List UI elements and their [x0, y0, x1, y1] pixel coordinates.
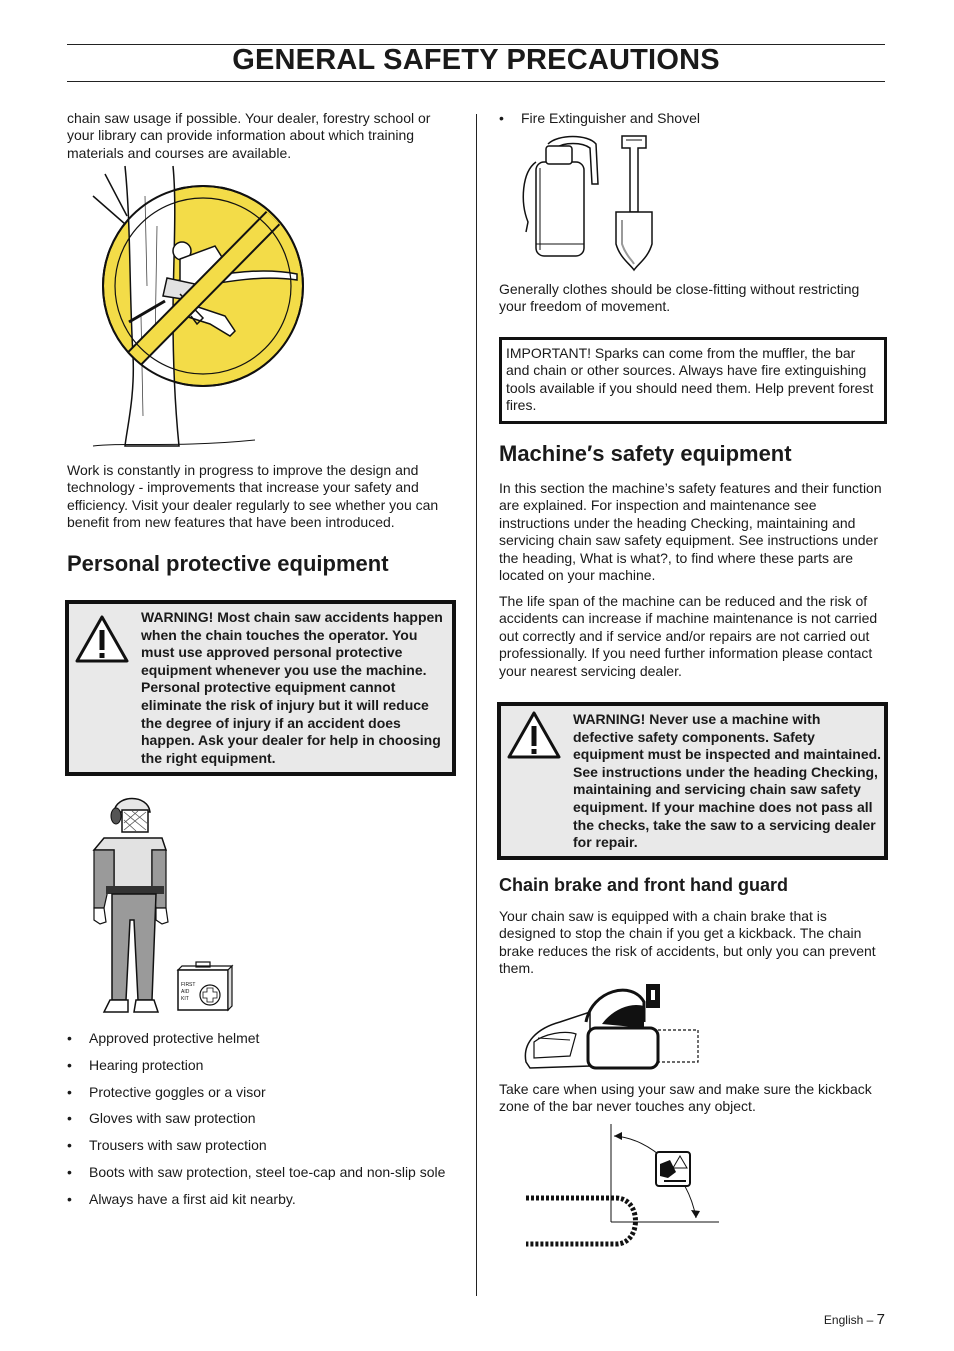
kickback-paragraph: Take care when using your saw and make sure the kickback zone of the bar never touches any object. — [499, 1081, 872, 1115]
ppe-heading: Personal protective equipment — [67, 551, 389, 576]
list-item: • Protective goggles or a visor — [67, 1084, 467, 1111]
list-item: • Boots with saw protection, steel toe-cap and non-slip sole — [67, 1164, 467, 1191]
list-item: • Gloves with saw protection — [67, 1110, 467, 1137]
column-divider — [476, 114, 477, 1296]
improvement-paragraph: Work is constantly in progress to improve the design and technology - improvements that increase your safety and efficiency. Visit your dealer regularly to see whether you can benefit from new features that have been introduced. — [67, 462, 439, 531]
list-item: • Trousers with saw protection — [67, 1137, 467, 1164]
page-number: 7 — [876, 1311, 885, 1328]
list-item: • Always have a first aid kit nearby. — [67, 1191, 467, 1218]
warning-triangle-icon — [506, 710, 562, 760]
fire-extinguisher-and-shovel-icon — [518, 132, 668, 272]
footer-language: English — [823, 1313, 864, 1327]
list-item: • Approved protective helmet — [67, 1030, 467, 1057]
important-note-box — [499, 337, 887, 424]
no-tree-climbing-illustration — [85, 166, 315, 456]
chain-brake-heading: Chain brake and front hand guard — [499, 875, 789, 895]
chain-brake-paragraph: Your chain saw is equipped with a chain brake that is designed to stop the chain if you get a kickback. The chain brake reduces the risk of accidents, but only you can prevent them. — [499, 908, 876, 977]
first-aid-label-1: FIRST — [181, 982, 196, 988]
chain-brake-illustration — [520, 982, 710, 1077]
machine-paragraph-2: The life span of the machine can be reduced and the risk of accidents can increase if machine maintenance is not carried out correctly and if service and/or repairs are not carried out professionally. If you need further information please contact your nearest servicing dealer. — [499, 593, 878, 679]
page-title: GENERAL SAFETY PRECAUTIONS — [232, 44, 720, 76]
warning-triangle-icon — [74, 614, 130, 664]
machine-warning-text: WARNING! Never use a machine with defective safety components. Safety equipment must be inspected and maintained. See instructions under the heading Checking, maintaining and servicing chain saw safety equipment. If your machine does not pass all the checks, take the saw to a servicing dealer for repair. — [573, 711, 882, 851]
page-footer — [824, 1311, 885, 1328]
ppe-list — [67, 1030, 467, 1218]
list-item: • Fire Extinguisher and Shovel — [499, 110, 879, 137]
kickback-zone-illustration — [520, 1122, 730, 1252]
intro-paragraph: chain saw usage if possible. Your dealer, forestry school or your library can provide information about which training materials and courses are available. — [67, 110, 431, 161]
first-aid-label-2: AID — [181, 989, 190, 995]
machine-paragraph-1: In this section the machine’s safety features and their function are explained. For inspection and maintenance see instructions under the heading Checking, maintaining and servicing chain saw safety equipment. See instructions under the heading, What is what?, to find where these parts are located on your machine. — [499, 480, 882, 584]
important-note-text: IMPORTANT! Sparks can come from the muffler, the bar and chain or other sources. Always have fire extinguishing tools available if you should need them. Help prevent forest fires. — [506, 345, 874, 414]
protective-equipment-illustration — [86, 790, 266, 1020]
clothes-paragraph: Generally clothes should be close-fitting without restricting your freedom of movement. — [499, 281, 860, 315]
footer-separator: – — [866, 1313, 874, 1327]
ppe-warning-box — [65, 600, 456, 776]
first-aid-label-3: KIT — [181, 996, 189, 1002]
title-underline — [67, 81, 885, 82]
list-item: • Hearing protection — [67, 1057, 467, 1084]
machine-warning-box — [497, 702, 888, 860]
machine-safety-heading: Machine′s safety equipment — [499, 441, 792, 466]
ppe-warning-text: WARNING! Most chain saw accidents happen when the chain touches the operator. You must use approved personal protective equipment whenever you use the machine. Personal protective equipment cannot eliminate the risk of injury but it will reduce the degree of injury if an accident does happen. Ask your dealer for help in choosing the right equipment. — [141, 609, 443, 766]
